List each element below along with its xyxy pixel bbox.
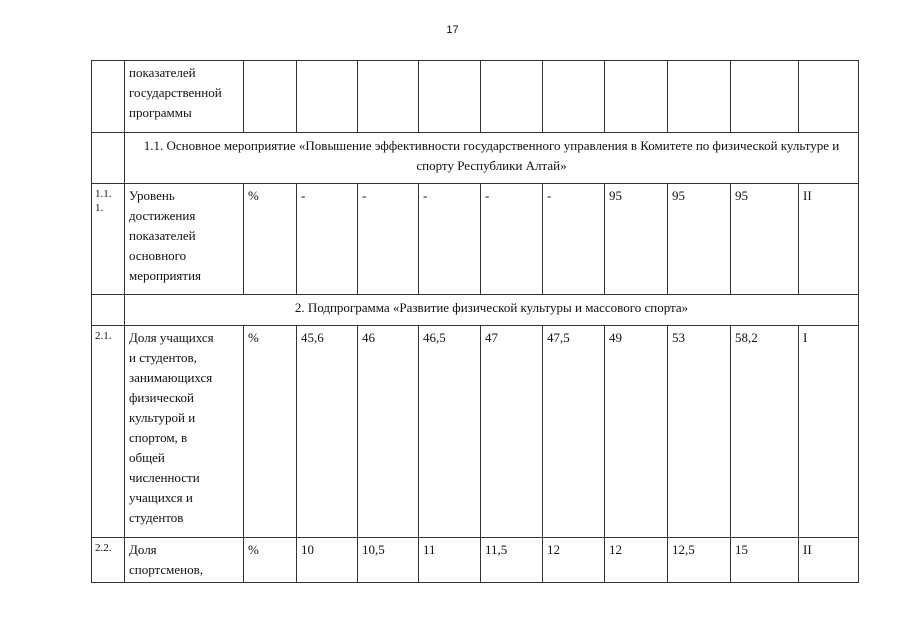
page-number: 17 bbox=[446, 24, 459, 36]
table-row bbox=[92, 184, 859, 295]
value-cell: 11 bbox=[419, 538, 481, 583]
value-cell: 46,5 bbox=[419, 326, 481, 538]
value-cell bbox=[419, 61, 481, 133]
value-cell bbox=[731, 61, 799, 133]
value-cell bbox=[481, 61, 543, 133]
indicator-name: Доля учащихся и студентов, занимающихся физической культурой и спортом, в общей численности учащихся и студентов bbox=[125, 326, 244, 538]
value-cell: 45,6 bbox=[297, 326, 358, 538]
row-number: 2.1. bbox=[92, 326, 125, 538]
priority-cell: I bbox=[799, 326, 859, 538]
section-row bbox=[92, 295, 859, 326]
value-cell bbox=[297, 61, 358, 133]
section-heading: 2. Подпрограмма «Развитие физической культуры и массового спорта» bbox=[125, 295, 859, 326]
value-cell: - bbox=[419, 184, 481, 295]
value-cell: 58,2 bbox=[731, 326, 799, 538]
indicator-name: Уровень достижения показателей основного мероприятия bbox=[125, 184, 244, 295]
indicators-table bbox=[91, 60, 859, 583]
indicator-name: Доля спортсменов, bbox=[125, 538, 244, 583]
value-cell: 12,5 bbox=[668, 538, 731, 583]
value-cell: 15 bbox=[731, 538, 799, 583]
empty-cell bbox=[92, 133, 125, 184]
value-cell: 49 bbox=[605, 326, 668, 538]
unit-cell: % bbox=[244, 326, 297, 538]
value-cell: 12 bbox=[605, 538, 668, 583]
table-row bbox=[92, 538, 859, 583]
row-number: 2.2. bbox=[92, 538, 125, 583]
value-cell bbox=[668, 61, 731, 133]
value-cell: 95 bbox=[731, 184, 799, 295]
value-cell: - bbox=[481, 184, 543, 295]
value-cell: 47,5 bbox=[543, 326, 605, 538]
value-cell: 47 bbox=[481, 326, 543, 538]
priority-cell: II bbox=[799, 184, 859, 295]
value-cell: - bbox=[358, 184, 419, 295]
indicator-name: показателей государственной программы bbox=[125, 61, 244, 133]
value-cell bbox=[543, 61, 605, 133]
unit-cell: % bbox=[244, 538, 297, 583]
row-number bbox=[92, 61, 125, 133]
value-cell: 10,5 bbox=[358, 538, 419, 583]
value-cell: 11,5 bbox=[481, 538, 543, 583]
value-cell: 10 bbox=[297, 538, 358, 583]
row-number: 1.1. 1. bbox=[92, 184, 125, 295]
section-heading: 1.1. Основное мероприятие «Повышение эффективности государственного управления в Комитете по физической культуре и спорту Республики Алтай» bbox=[125, 133, 859, 184]
value-cell: - bbox=[297, 184, 358, 295]
value-cell bbox=[358, 61, 419, 133]
value-cell: 46 bbox=[358, 326, 419, 538]
value-cell: 95 bbox=[605, 184, 668, 295]
unit-cell: % bbox=[244, 184, 297, 295]
priority-cell bbox=[799, 61, 859, 133]
priority-cell: II bbox=[799, 538, 859, 583]
table-row bbox=[92, 326, 859, 538]
value-cell: 53 bbox=[668, 326, 731, 538]
unit-cell bbox=[244, 61, 297, 133]
value-cell bbox=[605, 61, 668, 133]
table-row bbox=[92, 61, 859, 133]
section-row bbox=[92, 133, 859, 184]
empty-cell bbox=[92, 295, 125, 326]
value-cell: - bbox=[543, 184, 605, 295]
value-cell: 12 bbox=[543, 538, 605, 583]
value-cell: 95 bbox=[668, 184, 731, 295]
